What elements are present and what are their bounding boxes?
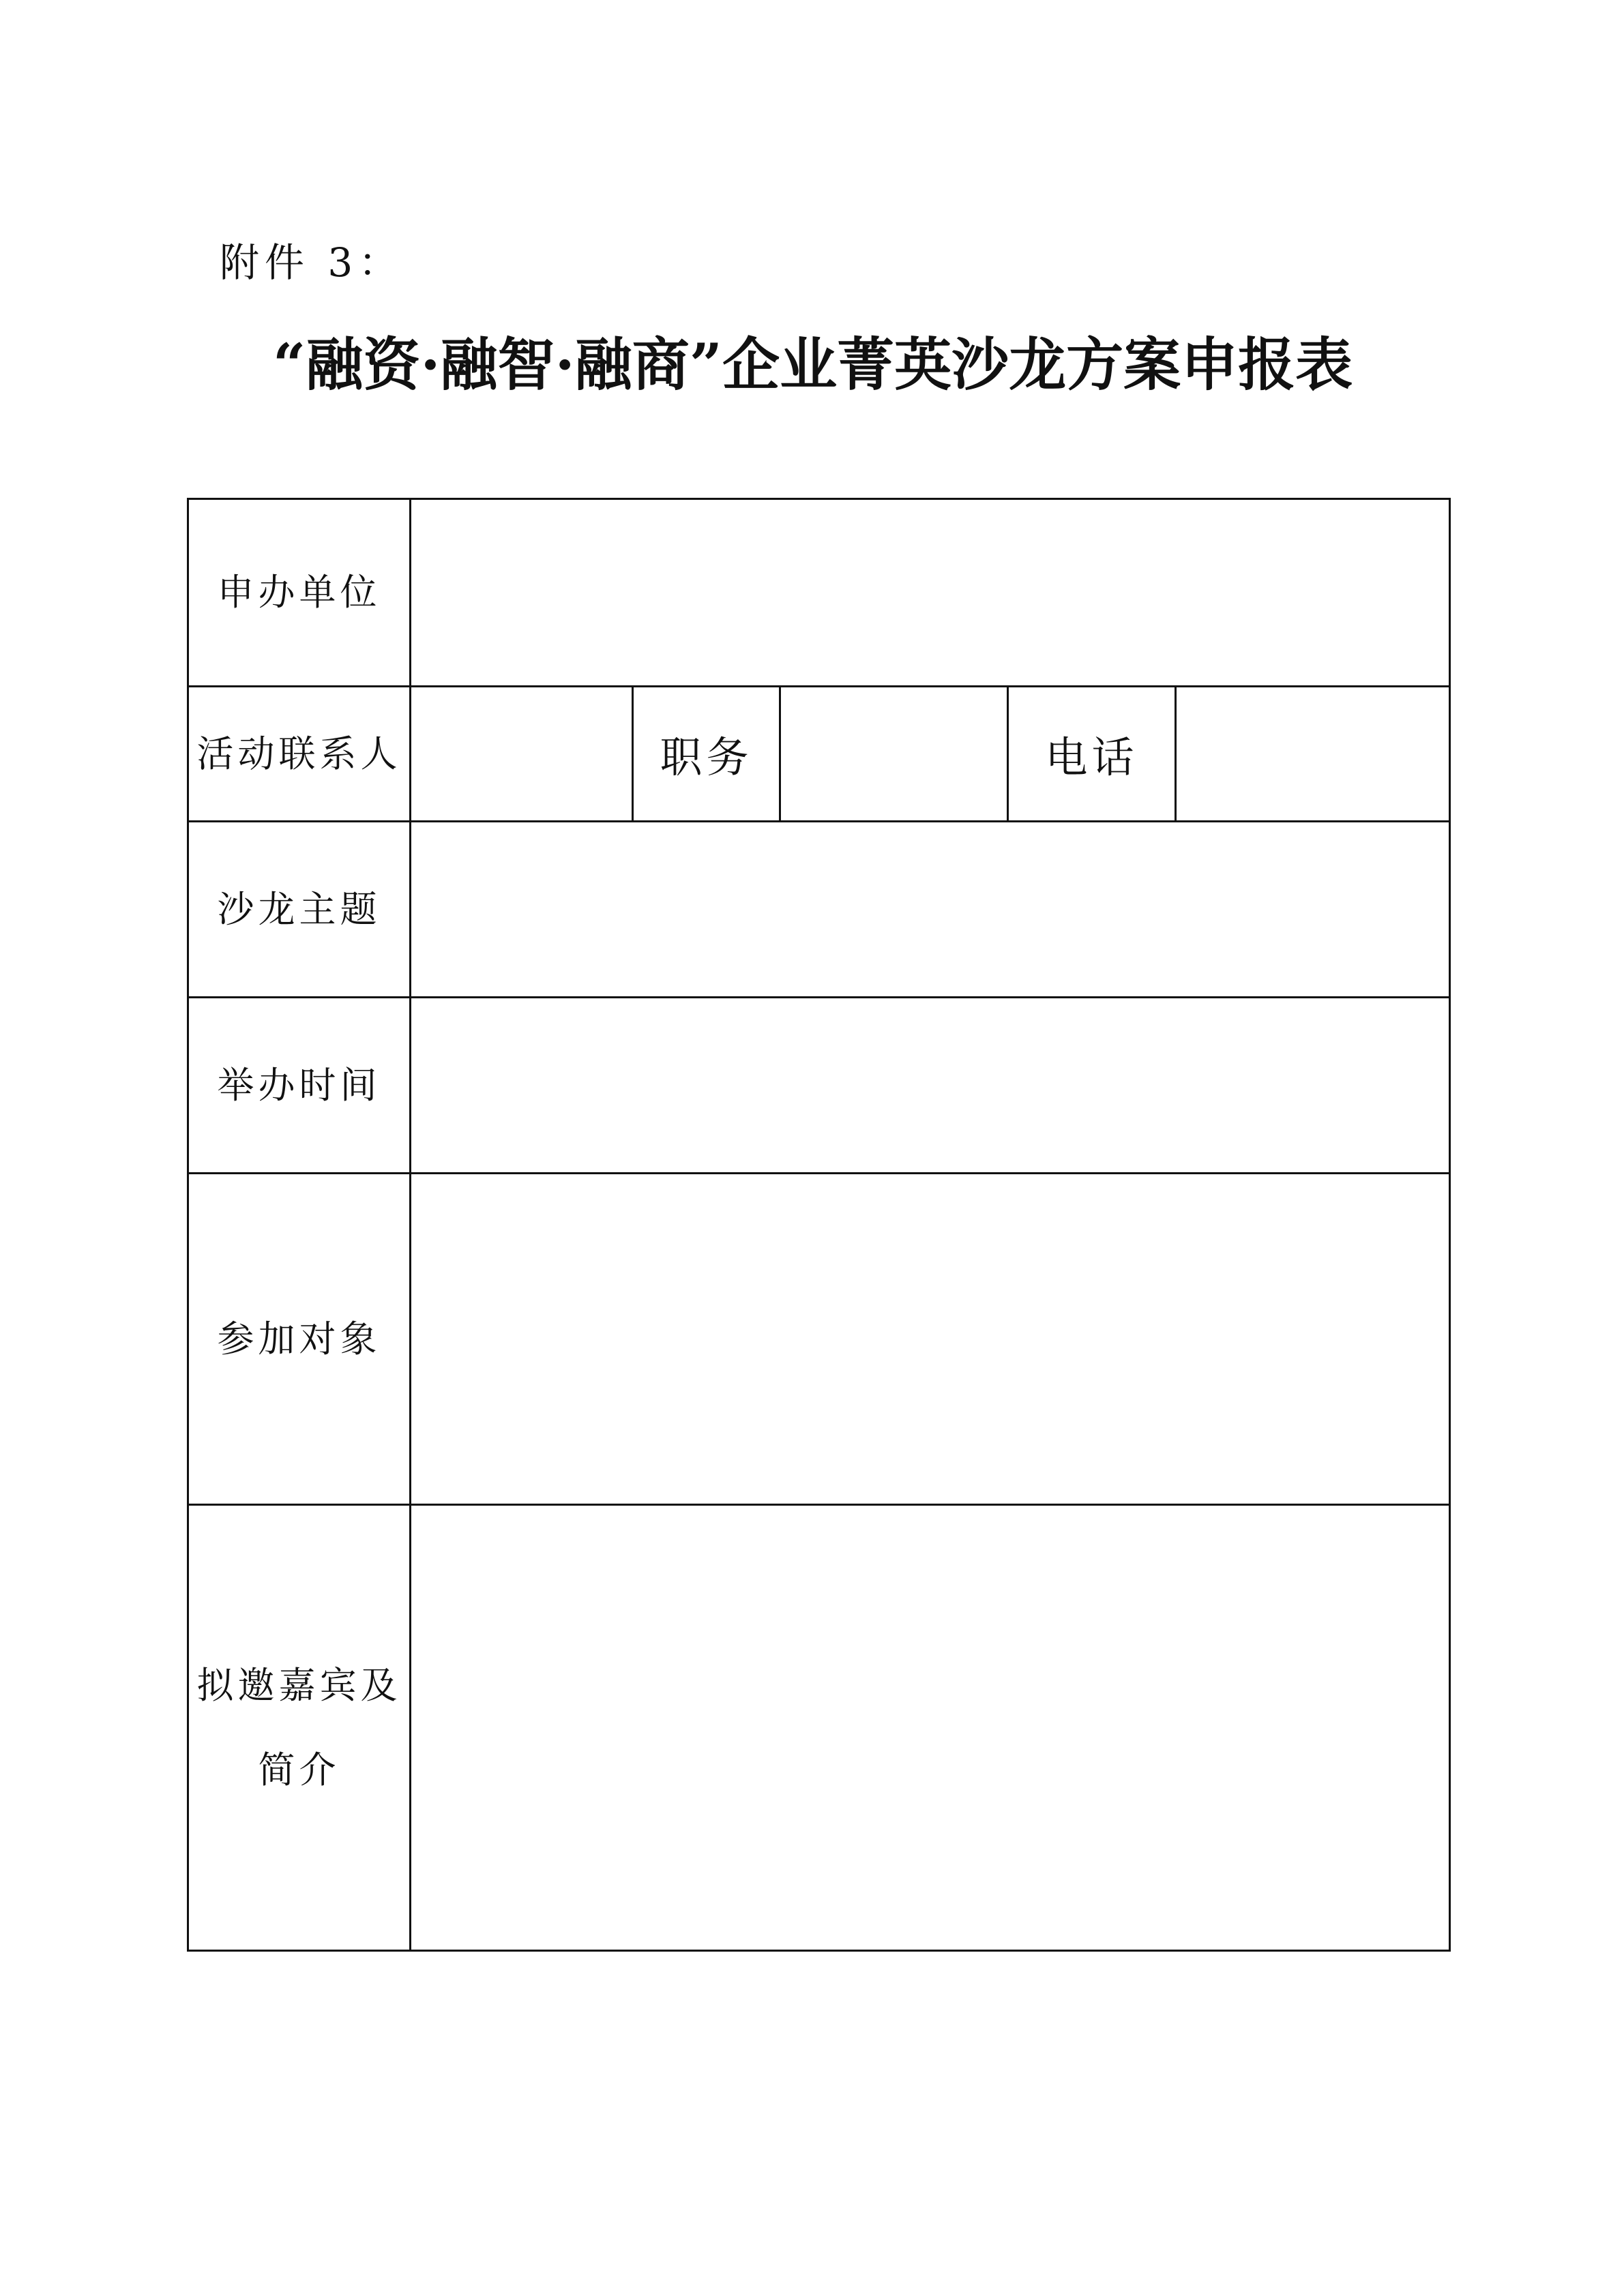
row-time [188,998,1450,1174]
row-organizer [188,499,1450,687]
audience-field[interactable] [411,1174,1450,1505]
application-form-table [187,498,1451,1952]
salon-theme-field[interactable] [411,822,1450,998]
guests-label-line2: 简介 [258,1748,340,1791]
document-title: “融资·融智·融商”企业菁英沙龙方案申报表 [273,331,1353,398]
phone-field[interactable] [1176,687,1450,822]
phone-label: 电话 [1008,687,1176,822]
contact-person-label: 活动联系人 [188,687,411,822]
event-time-field[interactable] [411,998,1450,1174]
row-audience [188,1174,1450,1505]
audience-label: 参加对象 [188,1174,411,1505]
row-guests [188,1505,1450,1951]
guests-label [188,1505,411,1951]
event-time-label: 举办时间 [188,998,411,1174]
organizer-label: 申办单位 [188,499,411,687]
salon-theme-label: 沙龙主题 [188,822,411,998]
row-theme [188,822,1450,998]
organizer-field[interactable] [411,499,1450,687]
row-contact [188,687,1450,822]
guests-label-line1: 拟邀嘉宾及 [196,1663,402,1707]
position-label: 职务 [633,687,780,822]
attachment-label: 附件 3： [220,239,404,286]
guests-field[interactable] [411,1505,1450,1951]
contact-person-field[interactable] [411,687,633,822]
position-field[interactable] [780,687,1008,822]
